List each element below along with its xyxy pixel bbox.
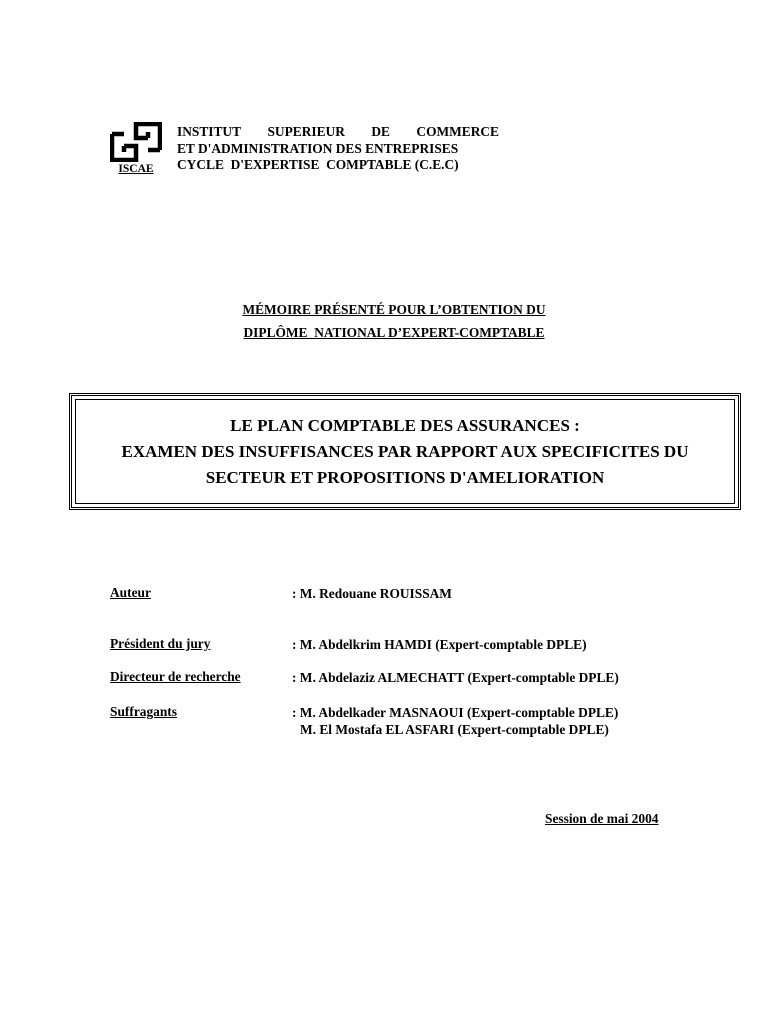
memoire-line-1: MÉMOIRE PRÉSENTÉ POUR L’OBTENTION DU (242, 302, 546, 317)
institute-word: DE (371, 124, 390, 139)
title-line-3: SECTEUR ET PROPOSITIONS D'AMELIORATION (205, 467, 605, 487)
suffragants-values (292, 704, 618, 738)
logo-caption: ISCAE (118, 163, 154, 175)
president-label: Président du jury (110, 636, 211, 651)
suffragant-1: : M. Abdelkader MASNAOUI (Expert-comptable DPLE) (292, 705, 619, 720)
auteur-label: Auteur (110, 585, 151, 600)
title-line-1: LE PLAN COMPTABLE DES ASSURANCES : (230, 415, 580, 435)
institute-word: SUPERIEUR (267, 124, 345, 139)
auteur-value: : M. Redouane ROUISSAM (292, 586, 452, 601)
title-box-inner (75, 399, 735, 504)
suffragant-2: M. El Mostafa EL ASFARI (Expert-comptable DPLE) (300, 722, 609, 737)
directeur-value: : M. Abdelaziz ALMECHATT (Expert-comptable DPLE) (292, 670, 619, 685)
memoire-line-2: DIPLÔME NATIONAL D’EXPERT-COMPTABLE (243, 325, 545, 340)
institute-header (177, 124, 499, 174)
institute-line-1 (177, 124, 499, 141)
directeur-label: Directeur de recherche (110, 669, 241, 684)
institute-line-3: CYCLE D'EXPERTISE COMPTABLE (C.E.C) (177, 157, 459, 172)
president-value: : M. Abdelkrim HAMDI (Expert-comptable DPLE) (292, 637, 587, 652)
institute-word: COMMERCE (416, 124, 499, 139)
iscae-logo (110, 122, 162, 175)
title-line-2: EXAMEN DES INSUFFISANCES PAR RAPPORT AUX SPECIFICITES DU (121, 441, 689, 461)
institute-word: INSTITUT (177, 124, 242, 139)
session-date: Session de mai 2004 (545, 811, 659, 826)
memoire-heading (0, 298, 768, 344)
institute-line-2: ET D'ADMINISTRATION DES ENTREPRISES (177, 140, 459, 156)
title-box (69, 393, 741, 510)
suffragants-label: Suffragants (110, 704, 177, 719)
iscae-logo-icon (110, 122, 162, 162)
